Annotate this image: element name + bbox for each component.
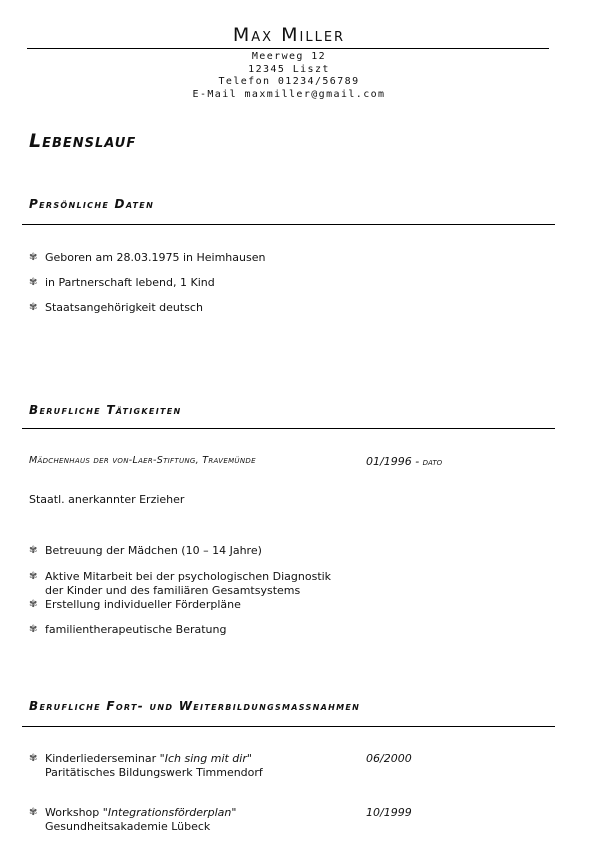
employment-end: dato [422, 457, 443, 468]
course-name [45, 806, 236, 820]
contact-city: 12345 Liszt [248, 63, 330, 75]
bullet-flower-icon: ✾ [29, 277, 38, 288]
course-title: "Ich sing mit dir" [159, 752, 252, 765]
list-item-text: Erstellung individueller Förderpläne [45, 598, 241, 611]
contact-email: E-Mail maxmiller@gmail.com [192, 88, 386, 100]
contact-phone: Telefon 01234/56789 [218, 76, 360, 87]
bullet-flower-icon: ✾ [29, 753, 38, 764]
bullet-flower-icon: ✾ [29, 599, 38, 610]
bullet-flower-icon: ✾ [29, 545, 38, 556]
section-heading-training: Berufliche Fort- und Weiterbildungsmassnahmen [29, 699, 361, 713]
course-date: 06/2000 [366, 752, 412, 765]
section-divider-training [22, 726, 555, 727]
list-item-text: familientherapeutische Beratung [45, 623, 227, 636]
list-item-text: Aktive Mitarbeit bei der psychologischen Diagnostik [45, 570, 332, 583]
job-title: Staatl. anerkannter Erzieher [29, 493, 185, 506]
section-divider-career [22, 428, 555, 429]
applicant-name: Max Miller [232, 24, 346, 46]
course-type: Workshop [45, 806, 103, 819]
course-title: "Integrationsförderplan" [102, 806, 237, 819]
list-item-text: Geboren am 28.03.1975 in Heimhausen [45, 251, 266, 264]
bullet-flower-icon: ✾ [29, 302, 38, 313]
bullet-flower-icon: ✾ [29, 807, 38, 818]
header-divider [27, 48, 549, 49]
employment-start: 01/1996 - [366, 455, 423, 468]
list-item-text: Staatsangehörigkeit deutsch [45, 301, 203, 314]
section-heading-personal: Persönliche Daten [29, 197, 155, 211]
employment-period [366, 455, 442, 468]
contact-block [0, 51, 578, 101]
section-heading-career: Berufliche Tätigkeiten [29, 403, 182, 417]
list-item-text: der Kinder und des familiären Gesamtsystems [45, 584, 301, 597]
contact-street: Meerweg 12 [251, 51, 327, 62]
course-date: 10/1999 [366, 806, 412, 819]
course-type: Kinderliederseminar [45, 752, 160, 765]
employer-name: Mädchenhaus der von-Laer-Stiftung, Travemünde [29, 455, 256, 466]
section-divider-personal [22, 224, 555, 225]
bullet-flower-icon: ✾ [29, 252, 38, 263]
bullet-flower-icon: ✾ [29, 624, 38, 635]
course-name [45, 752, 252, 766]
document-title: Lebenslauf [29, 130, 137, 152]
list-item-text: Betreuung der Mädchen (10 – 14 Jahre) [45, 544, 262, 557]
course-provider: Gesundheitsakademie Lübeck [45, 820, 211, 833]
course-provider: Paritätisches Bildungswerk Timmendorf [45, 766, 263, 779]
bullet-flower-icon: ✾ [29, 571, 38, 582]
list-item-text: in Partnerschaft lebend, 1 Kind [45, 276, 215, 289]
